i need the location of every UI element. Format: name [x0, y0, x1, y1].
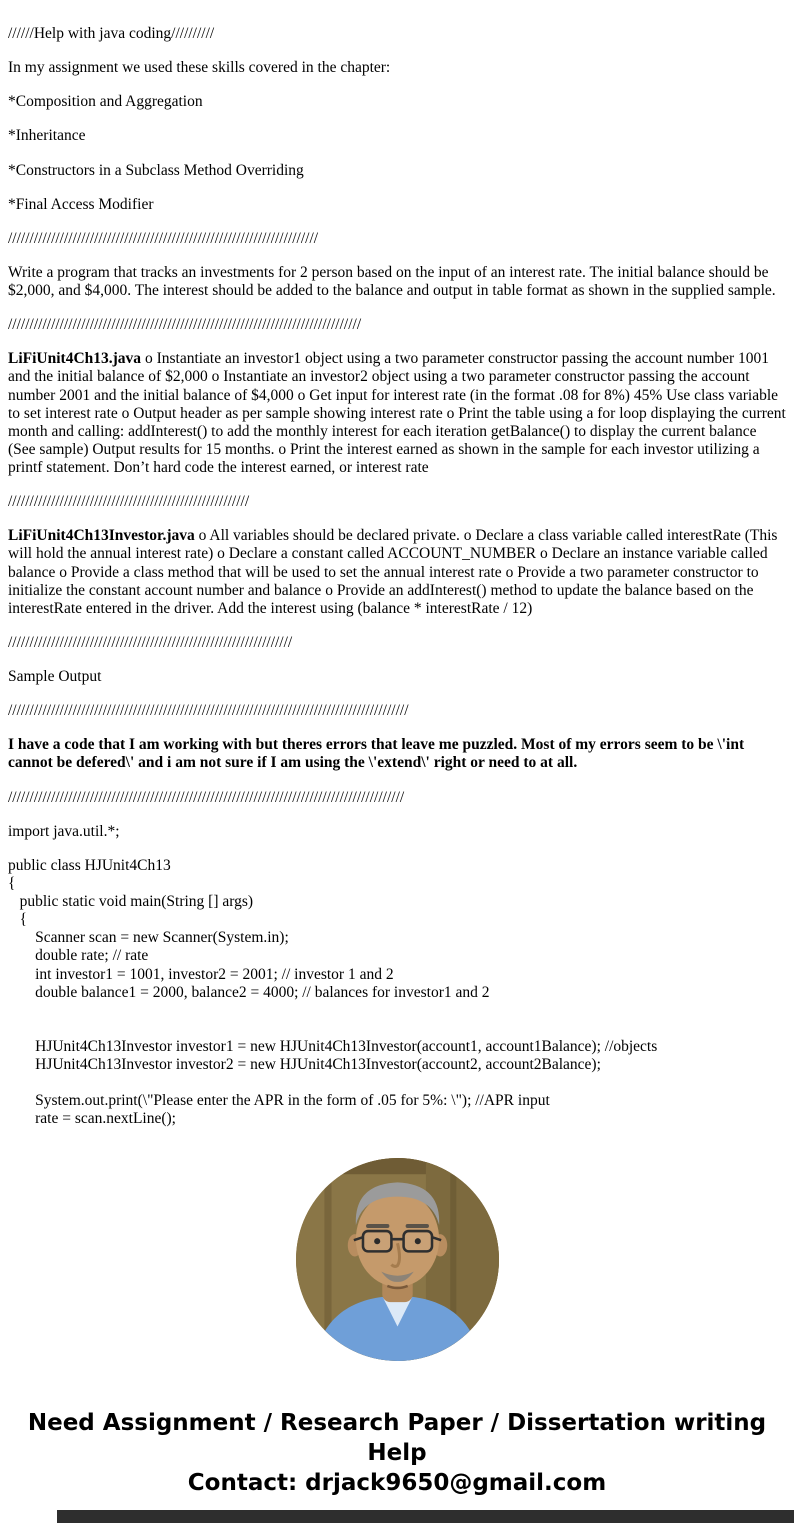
footer-banner [21, 1408, 773, 1498]
sample-output-label: Sample Output [8, 668, 102, 685]
skill-item: *Final Access Modifier [8, 195, 154, 213]
avatar [296, 1158, 499, 1361]
divider: //////////////////////////////////////////////////////// [8, 493, 250, 511]
code-line: HJUnit4Ch13Investor investor2 = new HJUnit4Ch13Investor(account2, account2Balance); [8, 1055, 601, 1073]
code-line [8, 1002, 786, 1020]
code-line: public static void main(String [] args) [8, 893, 254, 910]
file2-requirements [8, 527, 786, 618]
contact-email-line: Contact: drjack9650@gmail.com [187, 1470, 607, 1497]
skill-item: *Composition and Aggregation [8, 93, 203, 111]
code-line: rate = scan.nextLine(); [8, 1110, 176, 1128]
divider: ////////////////////////////////////////////////////////////////// [8, 633, 293, 651]
bottom-bar [57, 1510, 794, 1523]
code-line: System.out.print(\"Please enter the APR in the form of .05 for 5%: \"); //APR input [8, 1092, 550, 1109]
code-line [8, 1074, 786, 1092]
code-line: { [8, 874, 16, 892]
person-photo-illustration [296, 1158, 499, 1361]
code-import-line: import java.util.*; [8, 822, 120, 840]
problem-statement: I have a code that I am working with but theres errors that leave me puzzled. Most of my errors seem to be \'int cannot be defered\' and i am not sure if I am using the \'extend\' right or need to at all. [8, 736, 745, 772]
file1-requirements [8, 350, 786, 477]
code-line: double balance1 = 2000, balance2 = 4000; // balances for investor1 and 2 [8, 983, 490, 1001]
file1-body: o Instantiate an investor1 object using a two parameter constructor passing the account number 1001 and the initial balance of $2,000 o Instantiate an investor2 object using a two parameter constructor passing the account number 2001 and the initial balance of $4,000 o Get input for interest rate (in the format .08 for 8%) 45% Use class variable to set interest rate o Output header as per sample showing interest rate o Print the table using a for loop displaying the current month and calling: addInterest() to add the monthly interest for each iteration getBalance() to display the current balance (See sample) Output results for 15 months. o Print the interest earned as shown in the sample for each investor utilizing a printf statement. Don’t hard code the interest earned, or interest rate [8, 350, 786, 476]
code-line: Scanner scan = new Scanner(System.in); [8, 929, 289, 947]
divider: //////////////////////////////////////////////////////////////////////// [8, 229, 319, 247]
divider: ///////////////////////////////////////////////////////////////////////////////////////////// [8, 702, 409, 720]
code-line: HJUnit4Ch13Investor investor1 = new HJUnit4Ch13Investor(account1, account1Balance); //objects [8, 1037, 658, 1055]
divider: //////////////////////////////////////////////////////////////////////////////////////////// [8, 788, 405, 806]
code-line: double rate; // rate [8, 947, 149, 965]
task-description: Write a program that tracks an investments for 2 person based on the input of an interest rate. The initial balance should be $2,000, and $4,000. The interest should be added to the balance and output in table format as shown in the supplied sample. [8, 263, 776, 299]
intro-text: In my assignment we used these skills covered in the chapter: [8, 59, 391, 77]
code-block [8, 857, 786, 1129]
code-line: { [8, 911, 28, 929]
file2-body: o All variables should be declared private. o Declare a class variable called interestRate (This will hold the annual interest rate) o Declare a constant called ACCOUNT_NUMBER o Declare an instance variable called balance o Provide a class method that will be used to set the annual interest rate o Provide a two parameter constructor to initialize the constant account number and balance o Provide an addInterest() method to update the balance based on the interestRate entered in the driver. Add the interest using (balance * interestRate / 12) [8, 527, 778, 617]
file1-name: LiFiUnit4Ch13.java [8, 350, 142, 368]
code-line [8, 1020, 786, 1038]
skill-item: *Constructors in a Subclass Method Overriding [8, 161, 304, 179]
file2-name: LiFiUnit4Ch13Investor.java [8, 527, 195, 545]
code-line: int investor1 = 1001, investor2 = 2001; // investor 1 and 2 [8, 965, 394, 983]
footer-help-text: Need Assignment / Research Paper / Dissertation writing Help [27, 1410, 767, 1467]
skill-item: *Inheritance [8, 127, 86, 145]
code-line: public class HJUnit4Ch13 [8, 856, 171, 874]
divider: ////////////////////////////////////////////////////////////////////////////////// [8, 316, 362, 334]
title-line: //////Help with java coding////////// [8, 25, 215, 42]
